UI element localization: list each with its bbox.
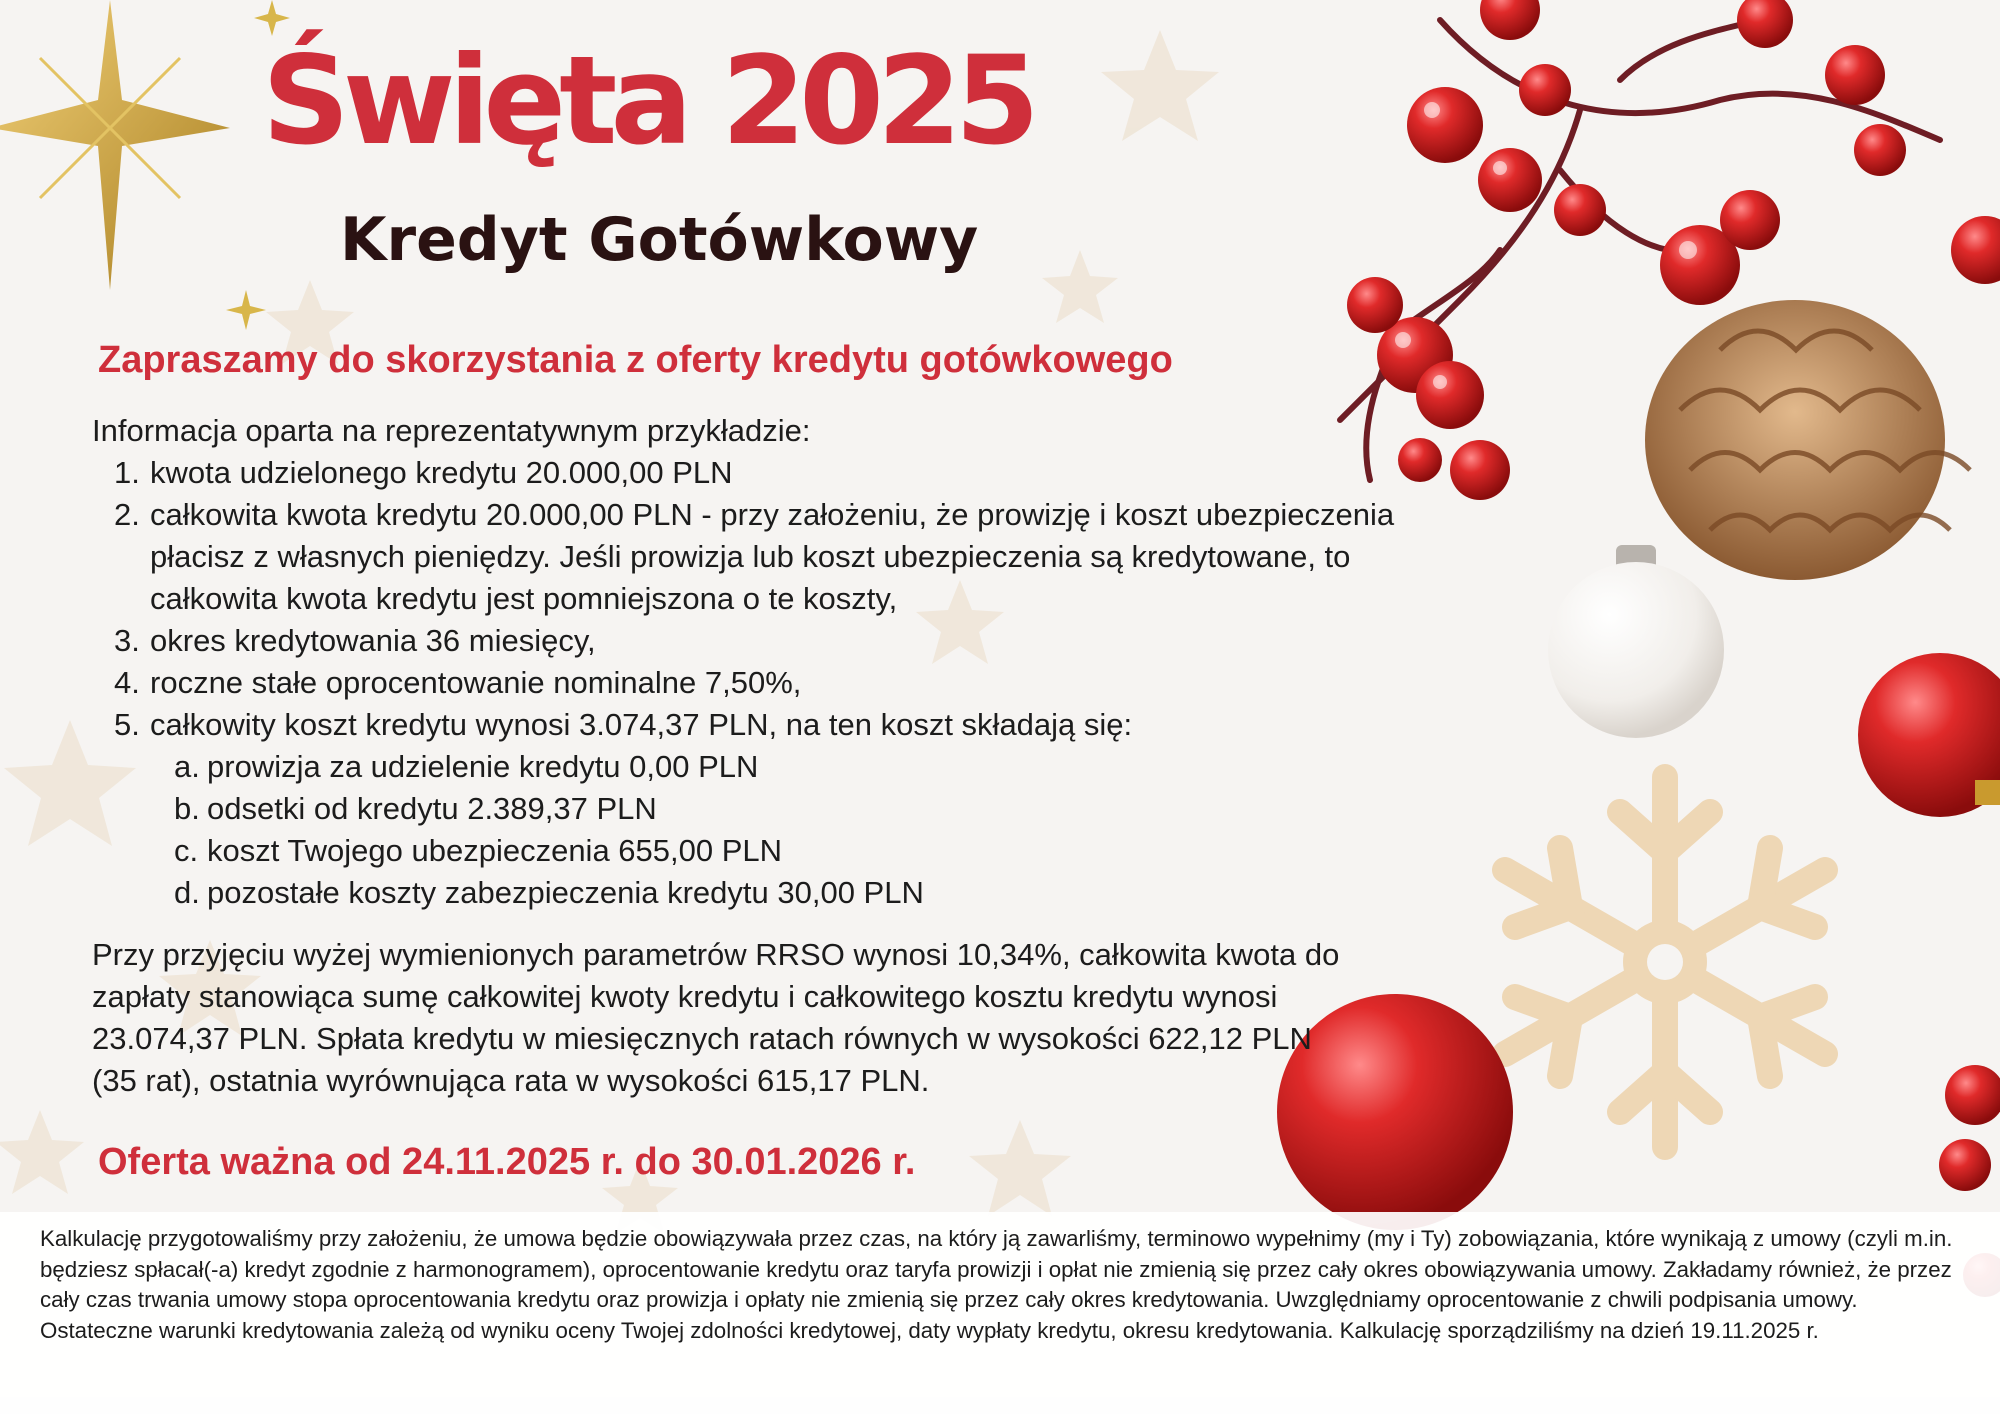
sub-list-item [92, 746, 1392, 788]
cost-breakdown-list [92, 746, 1392, 914]
sub-list-item-letter: a. [174, 749, 200, 784]
page-subtitle: Kredyt Gotówkowy [340, 205, 979, 275]
list-item-text: całkowita kwota kredytu 20.000,00 PLN - przy założeniu, że prowizję i koszt ubezpieczenia płacisz z własnych pieniędzy. Jeśli prowizja lub koszt ubezpieczenia są kredytowane, to całkowita kwota kredytu jest pomniejszona o te koszty, [150, 497, 1395, 616]
sub-list-item-text: koszt Twojego ubezpieczenia 655,00 PLN [207, 833, 783, 868]
list-item [92, 704, 1392, 746]
list-item-text: okres kredytowania 36 miesięcy, [150, 623, 596, 658]
disclaimer-text: Kalkulację przygotowaliśmy przy założeniu, że umowa będzie obowiązywała przez czas, na który ją zawarliśmy, terminowo wypełnimy (my i Ty) zobowiązania, które wynikają z umowy (czyli m.in. będziesz spłacał(-a) kredyt zgodnie z harmonogramem), oprocentowanie kredytu oraz taryfa prowizji i opłat nie zmienią się przez cały okres obowiązywania umowy. Zakładamy również, że przez cały czas trwania umowy stopa oprocentowania kredytu oraz prowizja i opłaty nie zmienią się przez cały okres kredytowania. Uwzględniamy oprocentowanie z chwili podpisania umowy. Ostateczne warunki kredytowania zależą od wyniku oceny Twojej zdolności kredytowej, daty wypłaty kredytu, okresu kredytowania. Kalkulację sporządziliśmy na dzień 19.11.2025 r. [40, 1226, 1953, 1343]
list-item-number: 1. [114, 455, 140, 490]
list-item [92, 662, 1392, 704]
list-item-text: całkowity koszt kredytu wynosi 3.074,37 PLN, na ten koszt składają się: [150, 707, 1133, 742]
offer-validity: Oferta ważna od 24.11.2025 r. do 30.01.2026 r. [98, 1141, 916, 1183]
list-item-number: 5. [114, 707, 140, 742]
sub-list-item-text: prowizja za udzielenie kredytu 0,00 PLN [207, 749, 759, 784]
sub-list-item [92, 872, 1392, 914]
sub-list-item-text: odsetki od kredytu 2.389,37 PLN [207, 791, 657, 826]
list-item-text: kwota udzielonego kredytu 20.000,00 PLN [150, 455, 733, 490]
list-item [92, 494, 1440, 620]
page-title: Święta 2025 [262, 30, 1033, 172]
list-item [92, 620, 1392, 662]
sub-list-item-letter: d. [174, 875, 200, 910]
list-item-text: roczne stałe oprocentowanie nominalne 7,50%, [150, 665, 802, 700]
sub-list-item-letter: c. [174, 833, 199, 868]
sub-list-item [92, 830, 1392, 872]
list-item [92, 452, 1392, 494]
list-item-number: 4. [114, 665, 140, 700]
red-bauble-right-icon [1858, 653, 2000, 817]
pine-cone-icon [1645, 300, 1970, 580]
list-item-number: 3. [114, 623, 140, 658]
wooden-snowflake-icon [1505, 777, 1825, 1147]
offer-invitation: Zapraszamy do skorzystania z oferty kredytu gotówkowego [98, 339, 1173, 381]
intro-text: Informacja oparta na reprezentatywnym przykładzie: [92, 413, 811, 448]
sub-list-item-letter: b. [174, 791, 200, 826]
sub-list-item-text: pozostałe koszty zabezpieczenia kredytu 30,00 PLN [207, 875, 924, 910]
gold-star-icon [0, 0, 290, 330]
list-item-number: 2. [114, 497, 140, 532]
disclaimer-footer [0, 1212, 2000, 1414]
parameter-list [92, 452, 1395, 746]
white-bauble-icon [1548, 545, 1724, 738]
rrso-summary: Przy przyjęciu wyżej wymienionych parametrów RRSO wynosi 10,34%, całkowita kwota do zapłaty stanowiąca sumę całkowitej kwoty kredytu i całkowitego kosztu kredytu wynosi 23.074,37 PLN. Spłata kredytu w miesięcznych ratach równych w wysokości 622,12 PLN (35 rat), ostatnia wyrównująca rata w wysokości 615,17 PLN. [92, 937, 1340, 1098]
sub-list-item [92, 788, 1392, 830]
loan-details [92, 410, 1395, 1102]
